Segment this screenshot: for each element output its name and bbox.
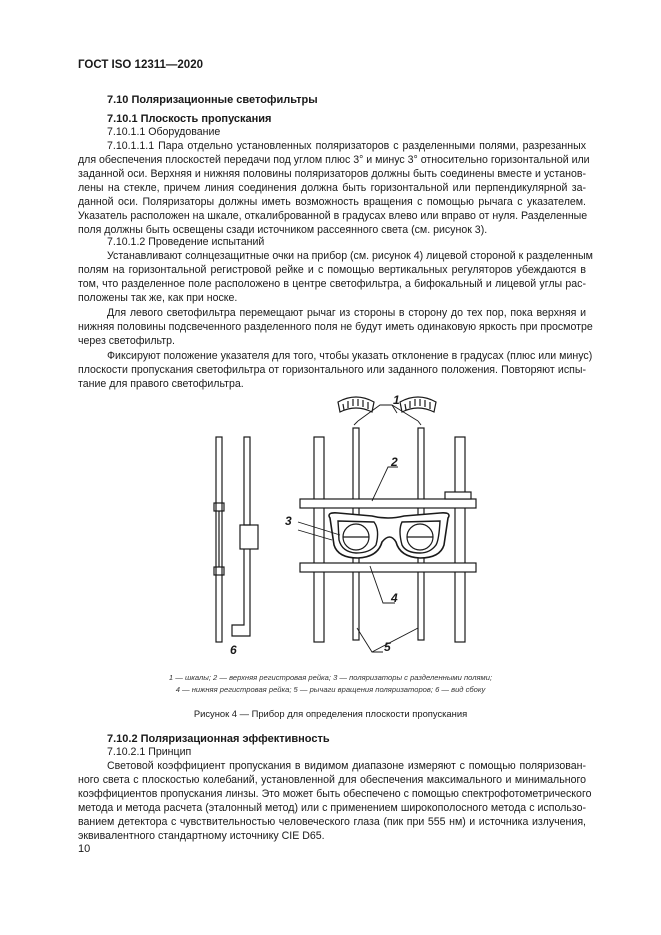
paragraph-line: Устанавливают солнцезащитные очки на прибор (см. рисунок 4) лицевой стороной к разделенным <box>107 250 593 262</box>
callout-1: 1 <box>393 393 400 407</box>
subsection-title: 7.10.2 Поляризационная эффективность <box>107 733 330 745</box>
right-post <box>455 437 465 642</box>
paragraph-line: коэффициентов пропускания линзы. Это может быть обеспечено с помощью спектрофотометрического <box>78 788 592 800</box>
section-title: 7.10 Поляризационные светофильтры <box>107 94 318 106</box>
paragraph-line: Фиксируют положение указателя для того, чтобы указать отклонение в градусах (плюс или минус) <box>107 350 593 362</box>
paragraph-line: Световой коэффициент пропускания в видимом диапазоне измеряют с помощью поляризован- <box>107 760 586 772</box>
sunglasses-with-polarizers <box>329 513 449 558</box>
paragraph-line: для обеспечения плоскостей передачи под углом плюс 3° и минус 3° относительно горизонтальной или <box>78 154 590 166</box>
side-view <box>214 437 258 642</box>
paragraph-line: плоскости пропускания светофильтра от горизонтального или заданного положения. Повторяют испы- <box>78 364 586 376</box>
paragraph-line: лены на стекле, причем линия соединения должна быть горизонтальной или перпендикулярной за- <box>78 182 586 194</box>
paragraph-line: через светофильтр. <box>78 335 175 347</box>
callout-4: 4 <box>391 591 398 605</box>
item-heading: 7.10.1.2 Проведение испытаний <box>107 236 265 248</box>
paragraph-line: заданной оси. Верхняя и нижняя половины поляризаторов должны быть соединены вместе и установ- <box>78 168 586 180</box>
paragraph-line: Указатель расположен на шкале, откалиброванной в градусах влево или вправо от нуля. Разделенные <box>78 210 588 222</box>
paragraph-line: 7.10.1.1.1 Пара отдельно установленных поляризаторов с разделенными полями, разрезанных <box>107 140 586 152</box>
callout-6: 6 <box>230 643 237 657</box>
callout-3: 3 <box>285 514 292 528</box>
lower-register-rail <box>300 563 476 572</box>
paragraph-line: метода и метода расчета (эталонный метод) или с применением широкополосного метода с использо- <box>78 802 586 814</box>
document-header: ГОСТ ISO 12311—2020 <box>78 59 203 71</box>
paragraph-line: нижняя половины подсвеченного разделенного поля не будут иметь одинаковую яркость при просмотре <box>78 321 593 333</box>
paragraph-line: ванием детектора с чувствительностью человеческого глаза (пик при 555 нм) и источника излучения, <box>78 816 586 828</box>
scale-left <box>338 397 374 412</box>
scale-right <box>400 397 436 412</box>
upper-register-rail <box>300 499 476 508</box>
paragraph-line: данной оси. Поляризаторы должны иметь возможность вращения с помощью рычага с указателем. <box>78 196 586 208</box>
figure-legend-line: 1 — шкалы; 2 — верхняя регистровая рейка; 3 — поляризаторы с разделенными полями; <box>168 673 493 682</box>
figure-legend-line: 4 — нижняя регистровая рейка; 5 — рычаги вращения поляризаторов; 6 — вид сбоку <box>175 685 486 694</box>
paragraph-line: Для левого светофильтра перемещают рычаг из стороны в сторону до тех пор, пока верхняя и <box>107 307 586 319</box>
callout-5: 5 <box>384 640 391 654</box>
item-heading: 7.10.2.1 Принцип <box>107 746 192 758</box>
page-number: 10 <box>78 843 91 855</box>
paragraph-line: положены так же, как при носке. <box>78 292 238 304</box>
paragraph-line: поля должны быть освещены сзади источником рассеянного света (см. рисунок 3). <box>78 224 488 236</box>
rail-block <box>445 492 471 499</box>
subsection-title: 7.10.1 Плоскость пропускания <box>107 113 272 125</box>
item-heading: 7.10.1.1 Оборудование <box>107 126 221 138</box>
paragraph-line: тание для правого светофильтра. <box>78 378 244 390</box>
callout-2: 2 <box>391 455 398 469</box>
left-post <box>314 437 324 642</box>
paragraph-line: полям на горизонтальной регистровой рейке и с помощью вертикальных регуляторов убеждаются в <box>78 264 586 276</box>
paragraph-line: эквивалентного стандартному источнику CIE D65. <box>78 830 325 842</box>
paragraph-line: ного света с плоскостью колебаний, установленной для обеспечения максимального и минимального <box>78 774 586 786</box>
figure-caption: Рисунок 4 — Прибор для определения плоскости пропускания <box>193 708 468 719</box>
paragraph-line: том, что разделенное поле расположено в центре светофильтра, а бифокальный и лицевой углы рас- <box>78 278 586 290</box>
